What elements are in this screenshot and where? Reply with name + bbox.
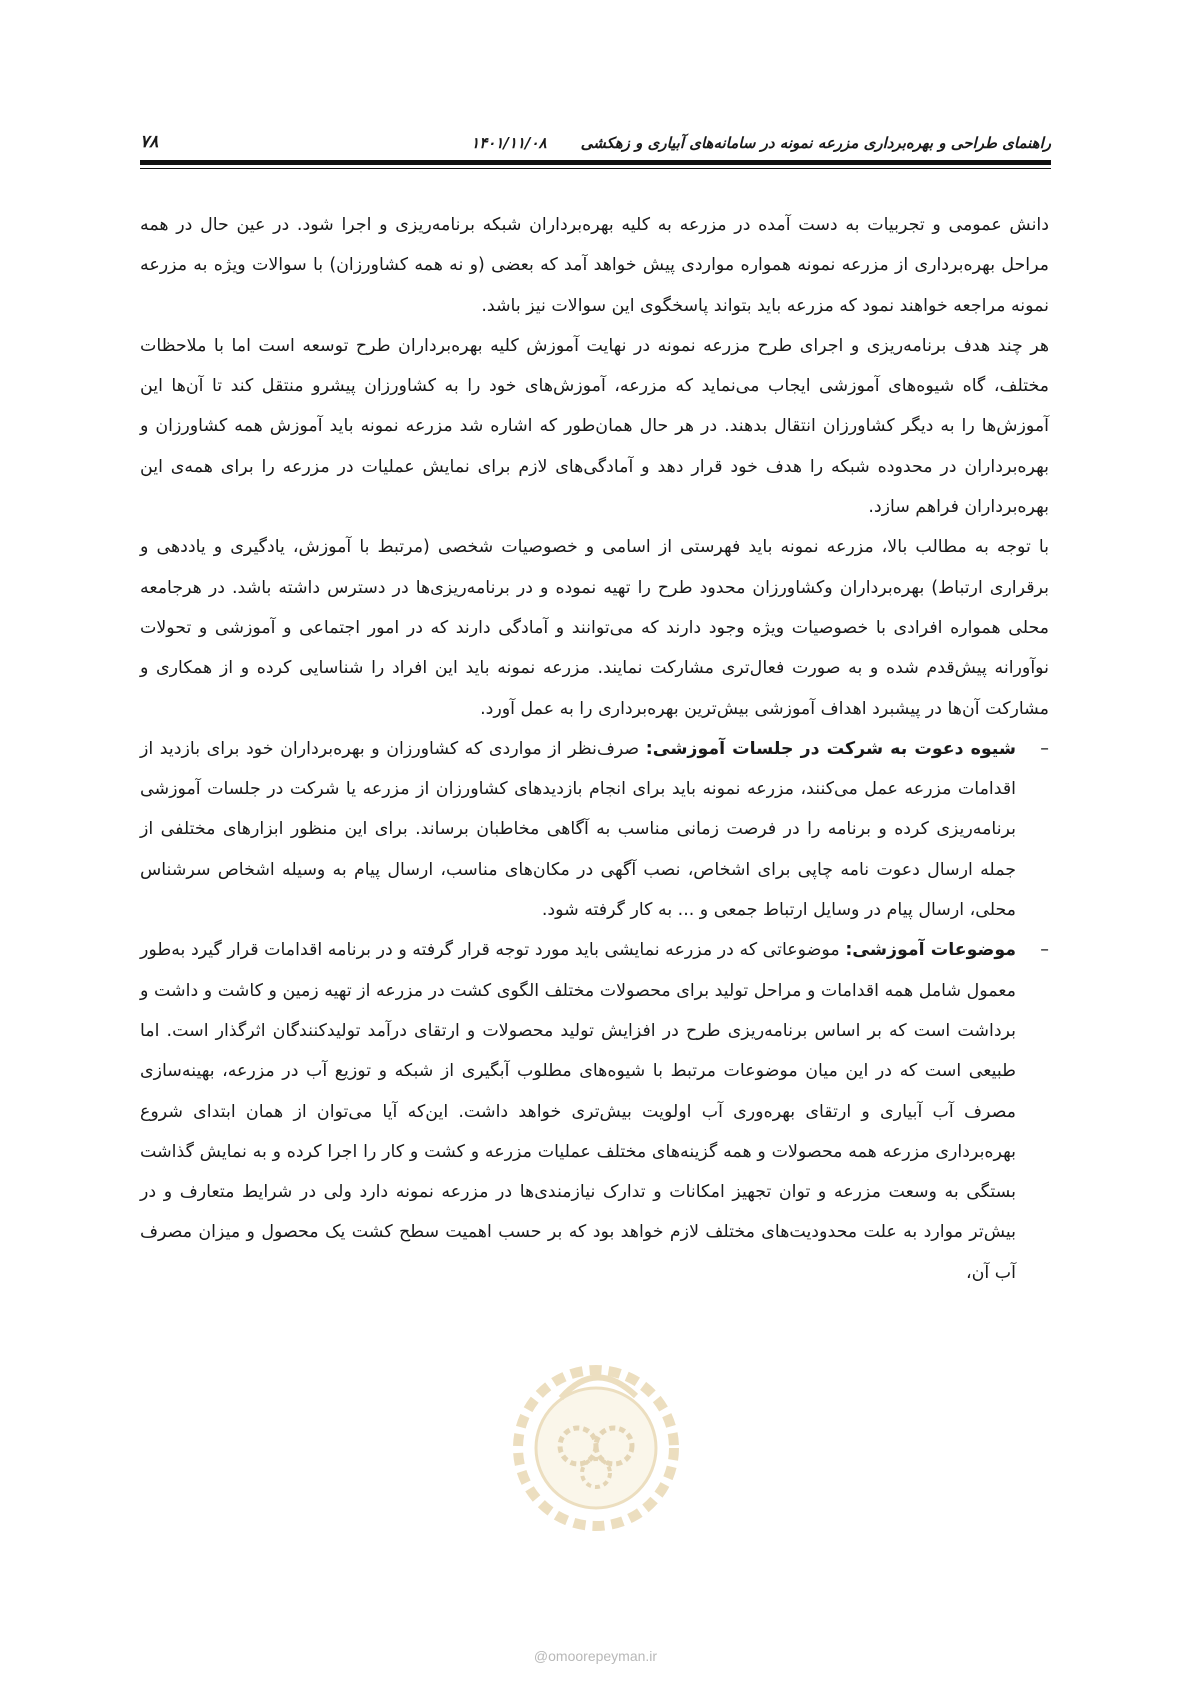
- bullet-text: موضوعاتی که در مزرعه نمایشی باید مورد توجه قرار گرفته و در برنامه اقدامات قرار گیرد به‌طور معمول شامل همه اقدامات و مراحل تولید برای محصولات مختلف الگوی کشت در مزرعه از تهیه زمین و کاشت و داشت و برداشت است که بر اساس برنامه‌ریزی طرح در افزایش تولید محصولات و ارتقای درآمد تولیدکنندگان اثرگذار است. اما طبیعی است که در این میان موضوعات مرتبط با شیوه‌های مطلوب آبگیری از شبکه و توزیع آب در مزرعه، بهینه‌سازی مصرف آب آبیاری و ارتقای بهره‌وری آب اولویت بیش‌تری خواهد داشت. این‌که آیا می‌توان از همان ابتدای شروع بهره‌برداری مزرعه همه محصولات و همه گزینه‌های مختلف عملیات مزرعه و کشت و کار را اجرا کرده و به نمایش گذاشت بستگی به وسعت مزرعه و توان تجهیز امکانات و تدارک نیازمندی‌ها در مزرعه نمونه دارد ولی در شرایط متعارف و در بیش‌تر موارد به علت محدودیت‌های مختلف لازم خواهد بود که بر حسب اهمیت سطح کشت یک محصول و میزان مصرف آب آن،: [140, 940, 1016, 1283]
- header-date: ۱۴۰۱/۱۱/۰۸: [471, 134, 547, 152]
- bullet-dash: –: [1040, 738, 1049, 759]
- footer-url: @omoorepeyman.ir: [533, 1648, 658, 1664]
- bullet-item: [140, 930, 1049, 1293]
- header-rule-thin: [140, 168, 1051, 169]
- header-title: راهنمای طراحی و بهره‌برداری مزرعه نمونه در سامانه‌های آبیاری و زهکشی: [580, 134, 1051, 152]
- bullet-text: صرف‌نظر از مواردی که کشاورزان و بهره‌برداران خود برای بازدید از اقدامات مزرعه عمل می‌کنند، مزرعه نمونه باید برای انجام بازدیدهای کشاورزان از مزرعه یا شرکت در جلسات آموزشی برنامه‌ریزی کرده و برنامه را در فرصت زمانی مناسب به آگاهی مخاطبان برساند. برای این منظور ابزارهای مختلفی از جمله ارسال دعوت نامه چاپی برای اشخاص، نصب آگهی در مکان‌های مناسب، ارسال پیام به وسیله اشخاص سرشناس محلی، ارسال پیام در وسایل ارتباط جمعی و ... به کار گرفته شود.: [140, 738, 1016, 921]
- body-text: [140, 205, 1049, 1293]
- paragraph: با توجه به مطالب بالا، مزرعه نمونه باید فهرستی از اسامی و خصوصیات شخصی (مرتبط با آموزش، یادگیری و یاددهی و برقراری ارتباط) بهره‌برداران وکشاورزان محدود طرح را تهیه نموده و در برنامه‌ریزی‌ها در دسترس داشته باشد. در هرجامعه محلی همواره افرادی با خصوصیات ویژه وجود دارند که می‌توانند و آمادگی دارند که در امور اجتماعی و آموزشی و تحولات نوآورانه پیش‌قدم شده و به صورت فعال‌تری مشارکت نمایند. مزرعه نمونه باید این افراد را شناسایی کرده و از همکاری و مشارکت آن‌ها در پیشبرد اهداف آموزشی بیش‌ترین بهره‌برداری را به عمل آورد.: [140, 537, 1049, 719]
- page-header: [140, 122, 1051, 152]
- bullet-item: [140, 729, 1049, 930]
- paragraph: هر چند هدف برنامه‌ریزی و اجرای طرح مزرعه نمونه در نهایت آموزش کلیه بهره‌برداران طرح توسعه است اما با ملاحظات مختلف، گاه شیوه‌های آموزشی ایجاب می‌نماید که مزرعه، آموزش‌های خود را به کشاورزان پیشرو منتقل کند تا آن‌ها این آموزش‌ها را به دیگر کشاورزان انتقال بدهند. در هر حال همان‌طور که اشاره شد مزرعه نمونه باید آموزش همه کشاورزان و بهره‌برداران در محدوده شبکه را هدف خود قرار دهد و آمادگی‌های لازم برای نمایش عملیات در مزرعه را برای همه‌ی این بهره‌برداران فراهم سازد.: [140, 335, 1049, 518]
- bullet-dash: –: [1040, 940, 1049, 961]
- paragraph: دانش عمومی و تجربیات به دست آمده در مزرعه به کلیه بهره‌برداران شبکه برنامه‌ریزی و اجرا شود. در عین حال در همه مراحل بهره‌برداری از مزرعه نمونه همواره مواردی پیش خواهد آمد که بعضی (و نه همه کشاورزان) با سوالات ویژه به مزرعه نمونه مراجعه خواهند نمود که مزرعه باید بتواند پاسخگوی این سوالات نیز باشد.: [140, 215, 1049, 316]
- page-number: ۷۸: [140, 132, 159, 152]
- bullet-list: [140, 729, 1049, 1293]
- gear-emblem-icon: [466, 1338, 726, 1538]
- bullet-term: شیوه دعوت به شرکت در جلسات آموزشی:: [645, 738, 1016, 759]
- header-rule-thick: [140, 160, 1051, 165]
- watermark-logo: [466, 1338, 726, 1538]
- bullet-term: موضوعات آموزشی:: [845, 940, 1016, 961]
